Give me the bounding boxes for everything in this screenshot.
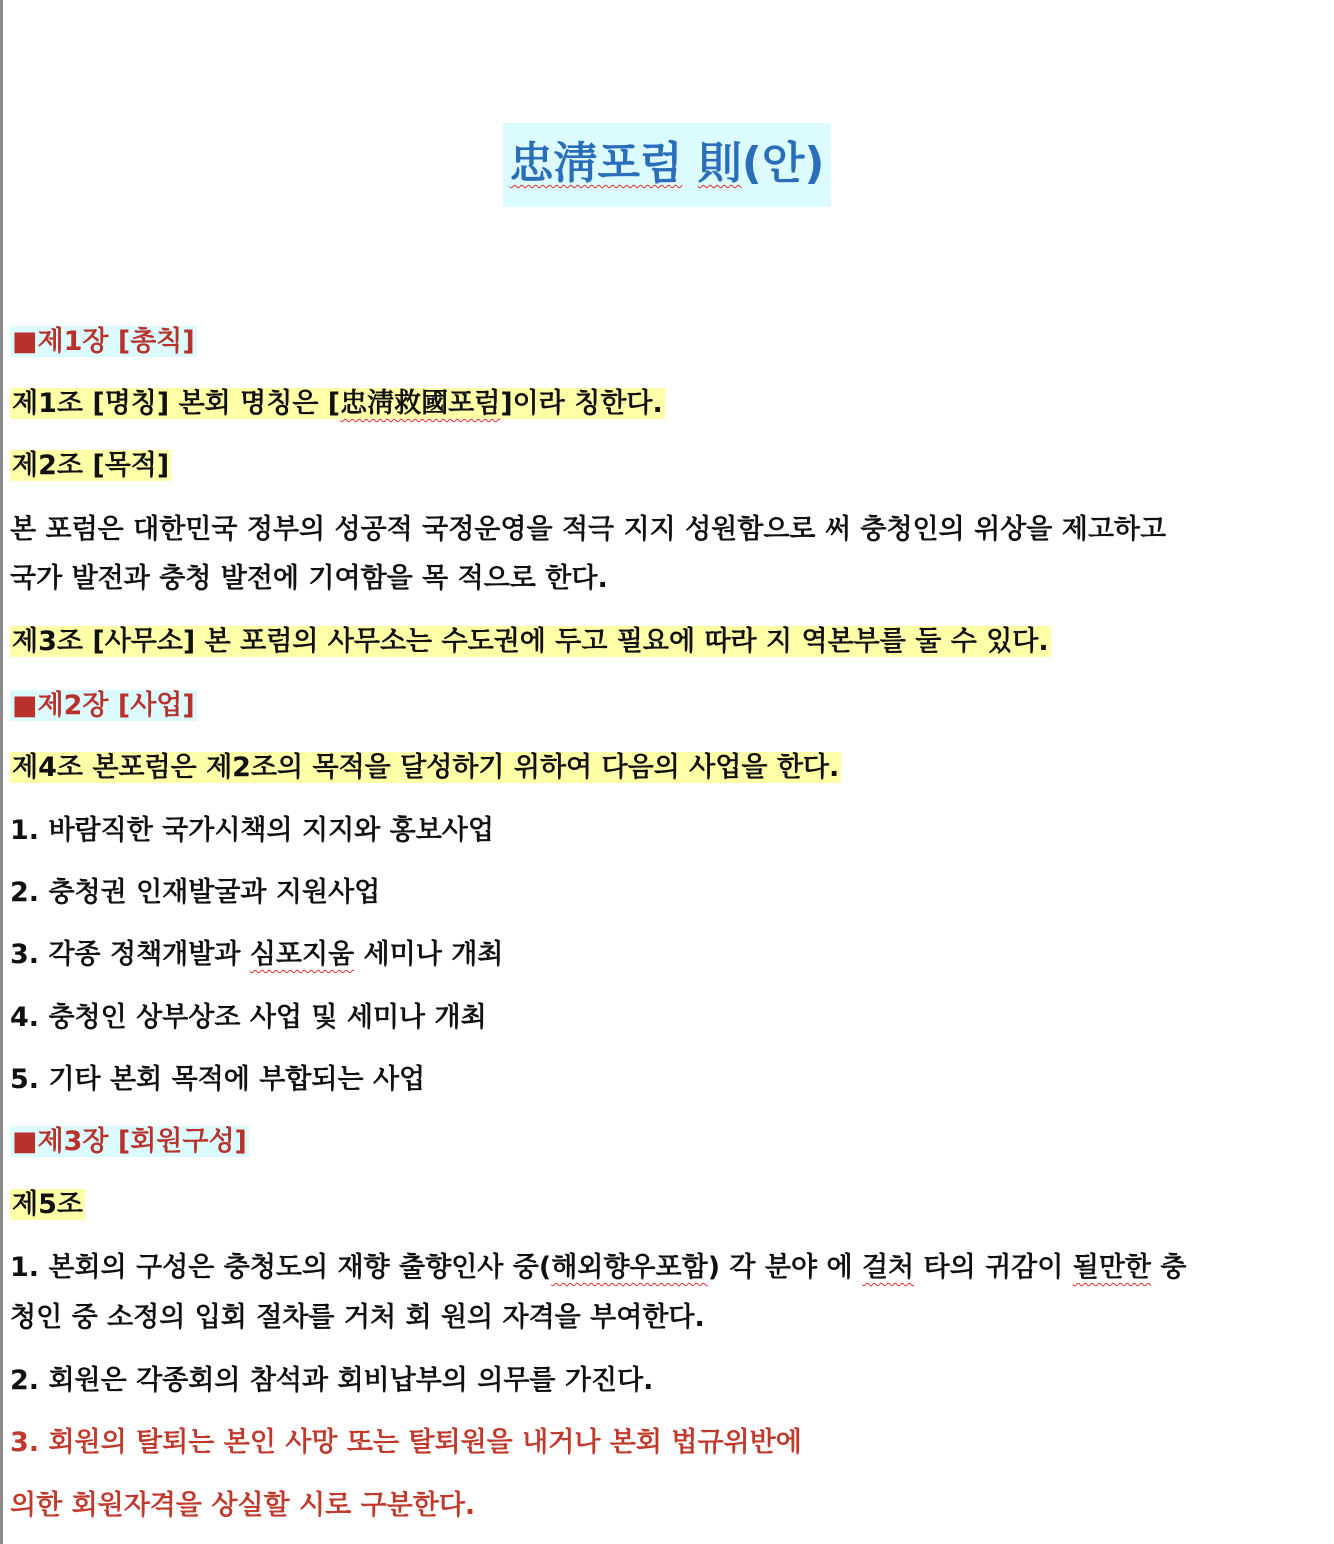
chapter-1-heading xyxy=(10,316,197,368)
business-item-2: 2. 충청권 인재발굴과 지원사업 xyxy=(10,877,381,908)
title-container xyxy=(0,123,1334,207)
title-draft: (안) xyxy=(741,138,825,189)
member-item-2: 2. 회원은 각종회의 참석과 회비납부의 의무를 가진다. xyxy=(10,1365,654,1396)
article-5-heading xyxy=(10,1179,85,1231)
article-2-text-line-2: 국가 발전과 충청 발전에 기여함을 목 적으로 한다. xyxy=(10,563,608,594)
member-item-1-overseas: 해외향우포함 xyxy=(551,1252,708,1283)
business-item-5: 5. 기타 본회 목적에 부합되는 사업 xyxy=(10,1064,426,1095)
member-item-3-line-2: 의한 회원자격을 상실할 시로 구분한다. xyxy=(10,1490,476,1521)
article-1 xyxy=(10,378,665,430)
business-item-3-post: 세미나 개최 xyxy=(354,939,504,970)
article-2-label: 제2조 [목적] xyxy=(12,450,170,481)
article-5-label: 제5조 xyxy=(12,1189,83,1220)
article-2-text-line-1: 본 포럼은 대한민국 정부의 성공적 국정운영을 적극 지지 성원함으로 써 충청인의 위상을 제고하고 xyxy=(10,514,1167,545)
document-title xyxy=(503,123,830,207)
article-1-post: ]이라 칭한다. xyxy=(500,388,663,419)
article-3 xyxy=(10,616,1051,668)
title-forum-name: 忠淸포럼 xyxy=(509,138,683,189)
member-item-1-c: ) 각 분야 에 xyxy=(707,1252,862,1283)
chapter-2-heading xyxy=(10,680,197,732)
member-item-1-g: 충 xyxy=(1151,1252,1187,1283)
chapter-2-label: ■제2장 [사업] xyxy=(12,690,195,721)
member-item-1-line-2: 청인 중 소정의 입회 절차를 거처 회 원의 자격을 부여한다. xyxy=(10,1302,705,1333)
business-item-1: 1. 바람직한 국가시책의 지지와 홍보사업 xyxy=(10,815,494,846)
business-item-4: 4. 충청인 상부상조 사업 및 세미나 개최 xyxy=(10,1002,487,1033)
article-3-text: 제3조 [사무소] 본 포럼의 사무소는 수도권에 두고 필요에 따라 지 역본부를 둘 수 있다. xyxy=(12,626,1049,657)
article-4-text: 제4조 본포럼은 제2조의 목적을 달성하기 위하여 다음의 사업을 한다. xyxy=(12,752,840,783)
business-item-3-symposium: 심포지움 xyxy=(249,939,355,970)
article-1-forum-name: 忠淸救國포럼 xyxy=(340,388,501,419)
chapter-3-heading xyxy=(10,1116,249,1168)
article-4 xyxy=(10,742,841,794)
member-item-1-e: 타의 귀감이 xyxy=(914,1252,1073,1283)
business-item-3 xyxy=(10,929,503,981)
member-item-3-line-1: 3. 회원의 탈퇴는 본인 사망 또는 탈퇴원을 내거나 본회 법규위반에 xyxy=(10,1427,802,1458)
business-item-3-pre: 3. 각종 정책개발과 xyxy=(10,939,250,970)
article-1-pre: 제1조 [명칭] 본회 명칭은 [ xyxy=(12,388,341,419)
title-rule-char: 則 xyxy=(697,138,742,189)
member-item-1-line-1 xyxy=(10,1242,1187,1294)
chapter-3-label: ■제3장 [회원구성] xyxy=(12,1126,247,1157)
title-space xyxy=(682,138,697,189)
member-item-1-a: 1. 본회의 구성은 충청도의 재향 출향인사 중( xyxy=(10,1252,552,1283)
article-1-highlight xyxy=(10,388,665,419)
article-2-heading xyxy=(10,440,171,492)
page-left-border xyxy=(0,0,3,1544)
member-item-1-worthy: 될만한 xyxy=(1072,1252,1152,1283)
chapter-1-label: ■제1장 [총칙] xyxy=(12,326,195,357)
member-item-1-spanning: 걸처 xyxy=(861,1252,915,1283)
